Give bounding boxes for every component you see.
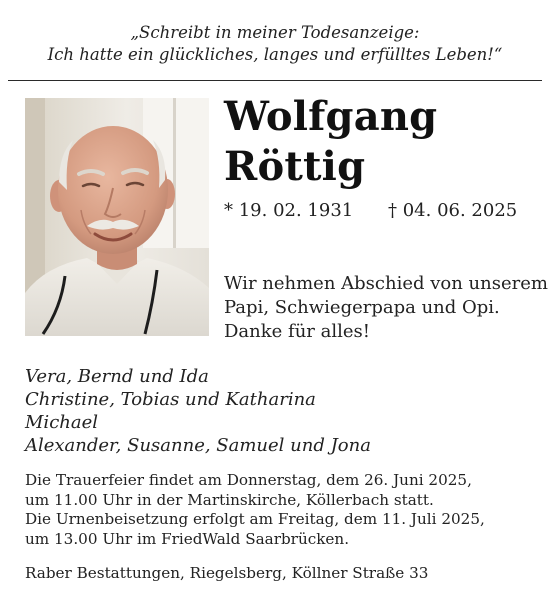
quote-line: Ich hatte ein glückliches, langes und erfülltes Leben!“: [47, 45, 503, 64]
ceremony-line: um 13.00 Uhr im FriedWald Saarbrücken.: [25, 529, 350, 548]
family-mourners: [25, 365, 371, 457]
farewell-message: [224, 272, 548, 344]
family-line: Christine, Tobias und Katharina: [25, 389, 316, 410]
family-line: Vera, Bernd und Ida: [25, 366, 209, 387]
ceremony-details: [25, 471, 485, 549]
quote: [0, 22, 550, 66]
deceased-name: [224, 92, 437, 192]
quote-line: „Schreibt in meiner Todesanzeige:: [130, 23, 420, 42]
last-name: Röttig: [224, 143, 366, 190]
ceremony-line: Die Trauerfeier findet am Donnerstag, dem 26. Juni 2025,: [25, 471, 472, 489]
ceremony-line: Die Urnenbeisetzung erfolgt am Freitag, dem 11. Juli 2025,: [25, 510, 485, 528]
ceremony-line: um 11.00 Uhr in der Martinskirche, Köllerbach statt.: [25, 490, 434, 509]
divider: [8, 80, 542, 81]
undertaker-info: Raber Bestattungen, Riegelsberg, Köllner Straße 33: [25, 564, 429, 582]
first-name: Wolfgang: [224, 93, 438, 140]
farewell-line: Danke für alles!: [224, 321, 370, 342]
portrait-photo: [25, 98, 209, 336]
birth-date: * 19. 02. 1931: [224, 200, 354, 221]
death-date: † 04. 06. 2025: [388, 200, 518, 221]
farewell-line: Papi, Schwiegerpapa und Opi.: [224, 297, 500, 318]
family-line: Michael: [25, 412, 99, 433]
farewell-line: Wir nehmen Abschied von unserem: [224, 273, 548, 294]
family-line: Alexander, Susanne, Samuel und Jona: [25, 435, 371, 456]
